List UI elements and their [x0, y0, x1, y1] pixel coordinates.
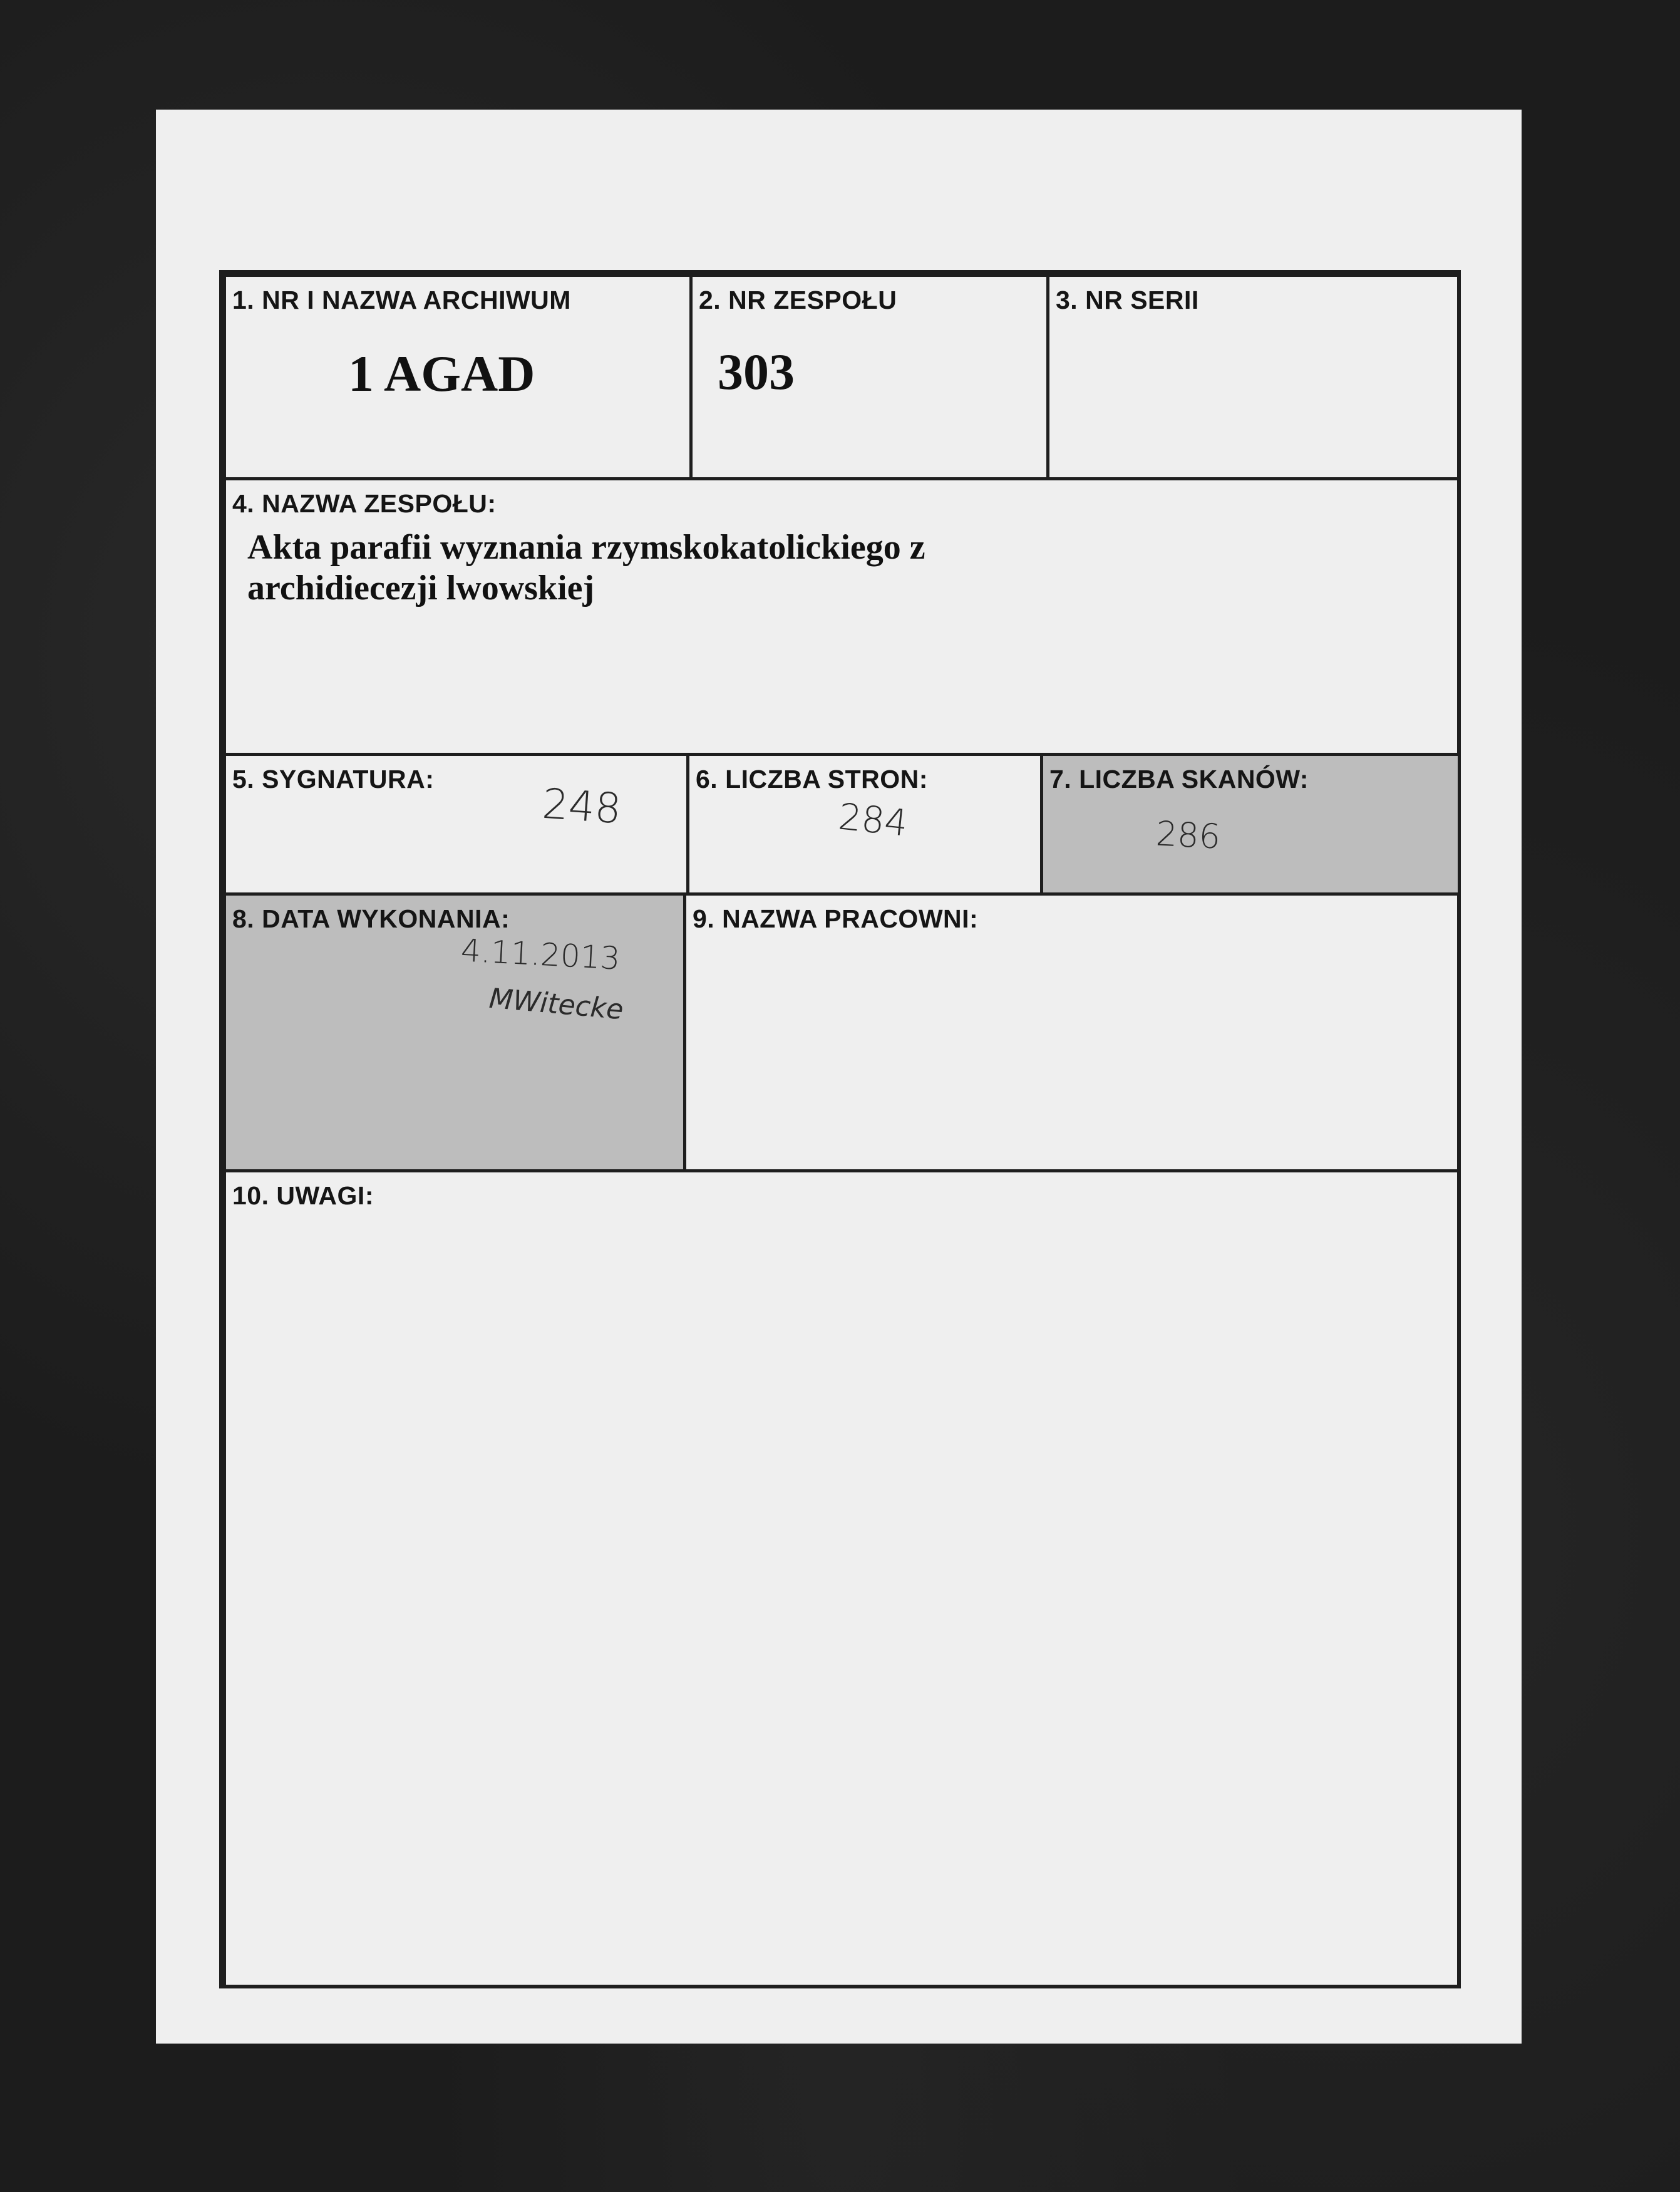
- signature-label: 5. SYGNATURA:: [232, 765, 435, 794]
- series-number-cell: [1046, 274, 1461, 480]
- scan-count-cell: [1040, 753, 1461, 896]
- fonds-name-label: 4. NAZWA ZESPOŁU:: [232, 489, 497, 518]
- scan-count-value: 286: [1155, 814, 1222, 857]
- series-number-label: 3. NR SERII: [1056, 286, 1199, 314]
- workshop-cell: [683, 892, 1461, 1172]
- fonds-number-cell: [689, 274, 1049, 480]
- paper-sheet: [156, 110, 1522, 2044]
- fonds-name-cell: [223, 477, 1461, 756]
- date-value: 4.11.2013: [460, 932, 621, 977]
- notes-label: 10. UWAGI:: [232, 1181, 374, 1210]
- date-label: 8. DATA WYKONANIA:: [232, 904, 510, 933]
- page-count-label: 6. LICZBA STRON:: [696, 765, 928, 794]
- signature-cell: [223, 753, 689, 896]
- fonds-name-line-2: archidiecezji lwowskiej: [247, 569, 595, 607]
- workshop-label: 9. NAZWA PRACOWNI:: [693, 904, 979, 933]
- fonds-number-label: 2. NR ZESPOŁU: [699, 286, 897, 314]
- scan-count-label: 7. LICZBA SKANÓW:: [1049, 765, 1309, 794]
- page-count-value: 284: [836, 795, 910, 845]
- page-count-cell: [686, 753, 1043, 896]
- date-cell: [223, 892, 686, 1172]
- archive-cell: [223, 274, 693, 480]
- fonds-number-value: 303: [718, 343, 795, 400]
- signature-value: 248: [540, 779, 623, 834]
- archive-value: 1 AGAD: [348, 345, 535, 402]
- fonds-name-line-1: Akta parafii wyznania rzymskokatolickiego z: [247, 528, 925, 567]
- archive-form: [219, 270, 1461, 1988]
- notes-cell: [223, 1169, 1461, 1988]
- archive-label: 1. NR I NAZWA ARCHIWUM: [232, 286, 571, 314]
- date-signature: MWitecke: [488, 982, 625, 1026]
